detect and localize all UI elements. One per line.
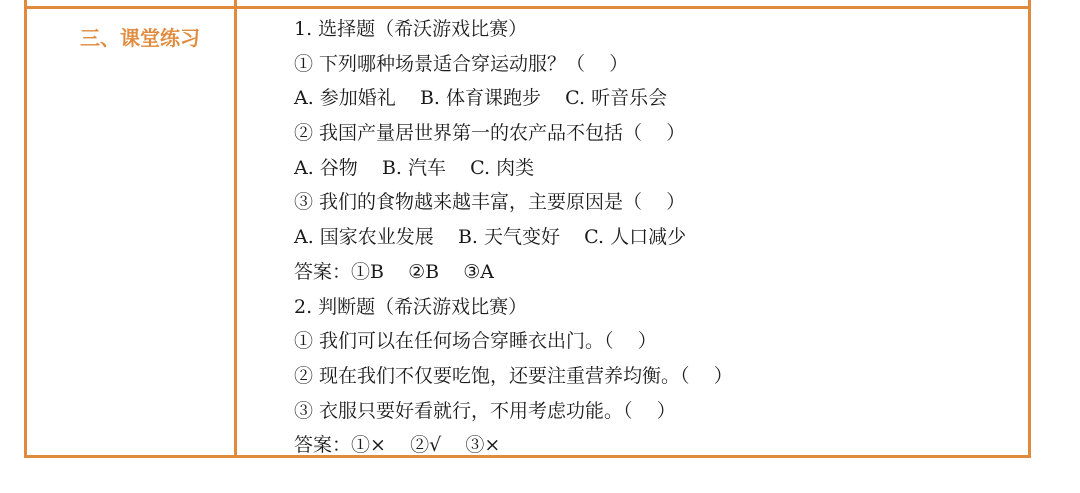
question-2: ② 我国产量居世界第一的农产品不包括（ ） (294, 122, 686, 145)
question-2-options: A. 谷物 B. 汽车 C. 肉类 (294, 156, 535, 179)
heading-true-false: 2. 判断题（希沃游戏比赛） (294, 295, 528, 318)
column-divider (234, 0, 237, 458)
section-title: 三、课堂练习 (80, 26, 200, 50)
statement-1: ① 我们可以在任何场合穿睡衣出门。（ ） (294, 330, 657, 353)
answer-multiple-choice: 答案：①B ②B ③A (294, 260, 495, 283)
answer-true-false: 答案：①× ②√ ③× (294, 434, 501, 457)
question-1-options: A. 参加婚礼 B. 体育课跑步 C. 听音乐会 (294, 87, 668, 110)
statement-2: ② 现在我们不仅要吃饱，还要注重营养均衡。（ ） (294, 364, 733, 387)
table-top-rule (24, 6, 1031, 9)
question-3-options: A. 国家农业发展 B. 天气变好 C. 人口减少 (294, 226, 687, 249)
statement-3: ③ 衣服只要好看就行，不用考虑功能。（ ） (294, 399, 676, 422)
question-1: ① 下列哪种场景适合穿运动服？（ ） (294, 52, 629, 75)
question-3: ③ 我们的食物越来越丰富，主要原因是（ ） (294, 191, 686, 214)
exercise-content (294, 12, 1014, 463)
heading-multiple-choice: 1. 选择题（希沃游戏比赛） (294, 18, 528, 40)
